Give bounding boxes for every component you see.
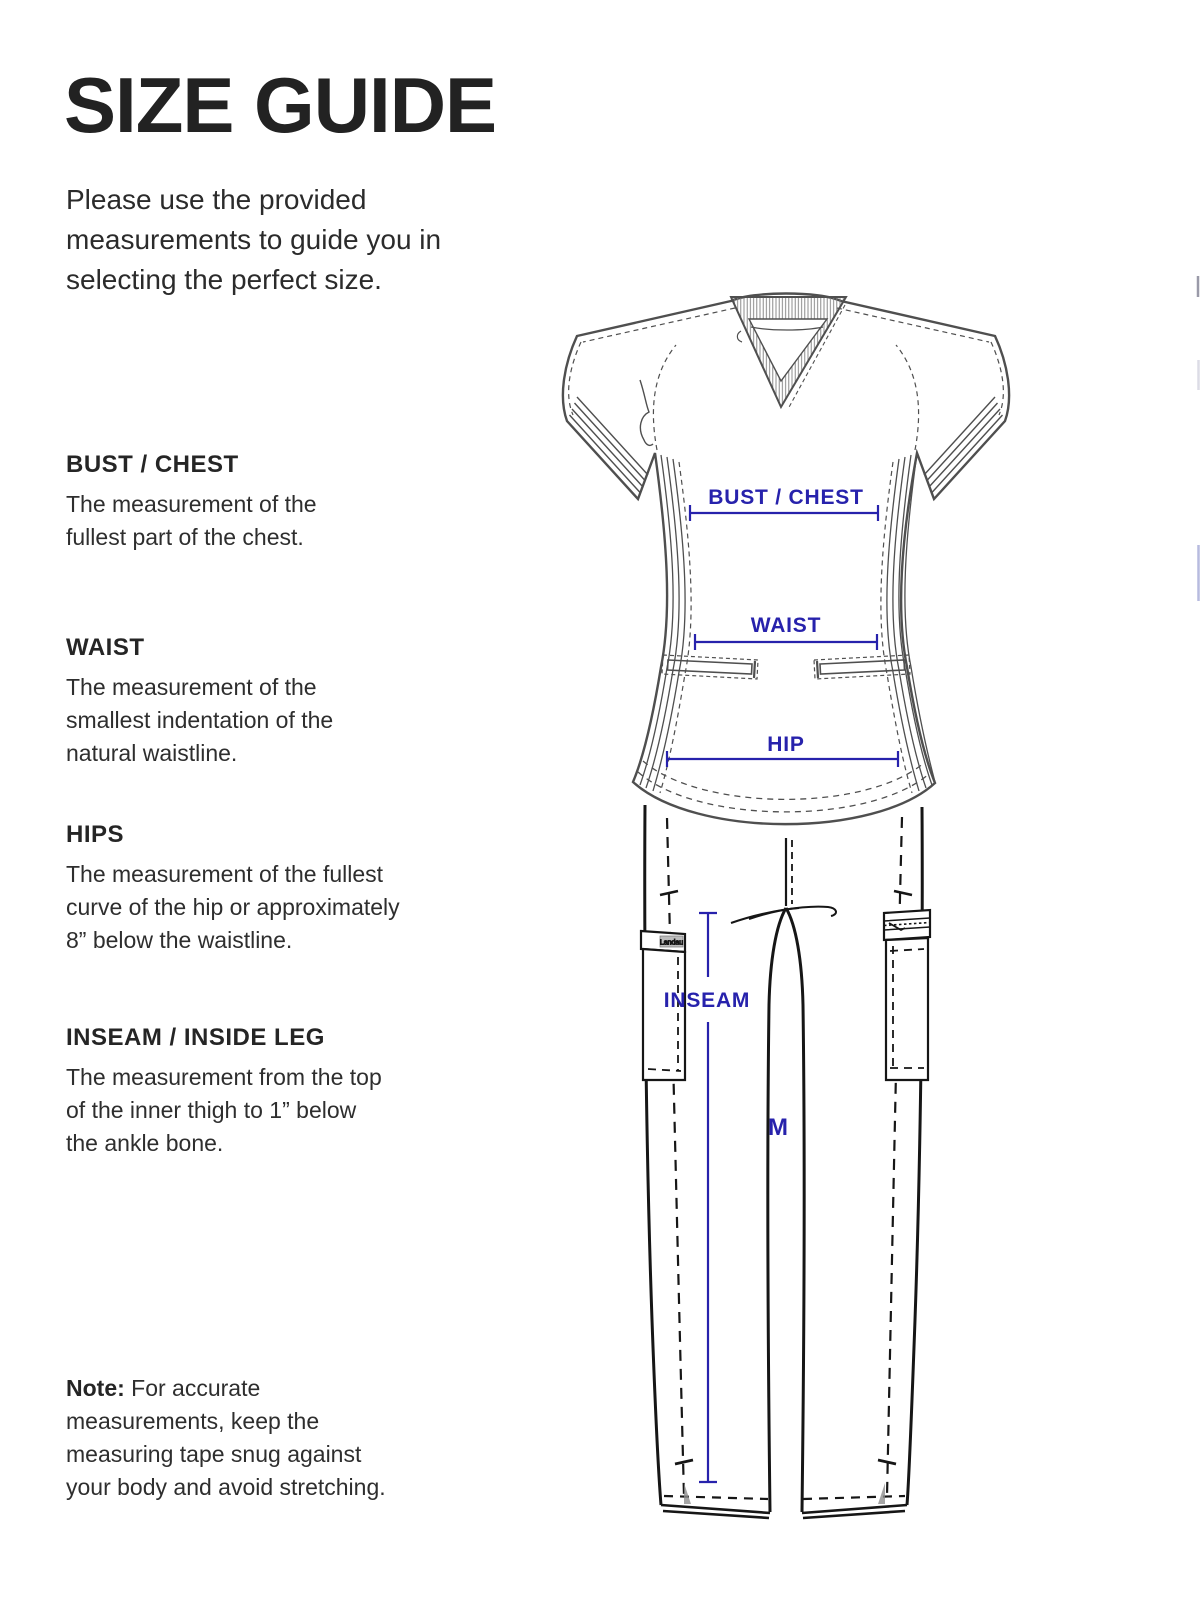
body-line: For accurate: [131, 1375, 261, 1401]
note-label: Note:: [66, 1375, 125, 1401]
body-line: The measurement of the: [66, 674, 317, 700]
body-line: of the inner thigh to 1” below: [66, 1097, 357, 1123]
intro-line: selecting the perfect size.: [66, 264, 382, 295]
body-line: measurements, keep the: [66, 1408, 320, 1434]
section-heading: INSEAM / INSIDE LEG: [66, 1024, 325, 1051]
section-heading: HIPS: [66, 821, 125, 848]
size-m-label: M: [768, 1114, 788, 1141]
intro-line: measurements to guide you in: [66, 224, 442, 255]
body-line: your body and avoid stretching.: [66, 1474, 386, 1500]
edge-artifact: [1198, 276, 1199, 601]
pants-right-cargo-pocket: [884, 910, 930, 1080]
inseam-label: INSEAM: [663, 989, 751, 1012]
body-line: 8” below the waistline.: [66, 927, 293, 953]
body-line: fullest part of the chest.: [66, 524, 304, 550]
section-heading: BUST / CHEST: [66, 451, 239, 478]
body-line: the ankle bone.: [66, 1130, 224, 1156]
body-line: measuring tape snug against: [66, 1441, 362, 1467]
page-title: SIZE GUIDE: [64, 61, 497, 149]
hip-label: HIP: [767, 733, 805, 756]
waist-label: WAIST: [750, 614, 822, 637]
bust-label: BUST / CHEST: [708, 486, 864, 509]
scrub-pants-drawing: [641, 805, 930, 1518]
body-line: The measurement from the top: [66, 1064, 382, 1090]
brand-tag-label: Landau: [659, 939, 684, 947]
intro-line: Please use the provided: [66, 184, 367, 215]
section-heading: WAIST: [66, 634, 145, 661]
body-line: The measurement of the: [66, 491, 317, 517]
body-line: natural waistline.: [66, 740, 238, 766]
body-line: curve of the hip or approximately: [66, 894, 400, 920]
body-line: smallest indentation of the: [66, 707, 334, 733]
body-line: The measurement of the fullest: [66, 861, 384, 887]
